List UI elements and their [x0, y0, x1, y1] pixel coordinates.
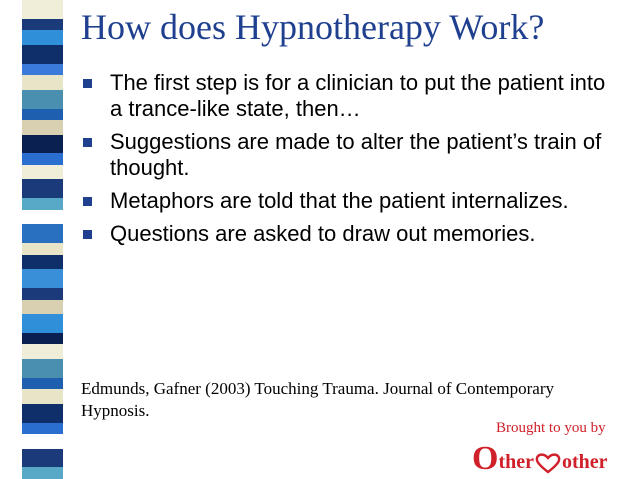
stripe-block — [22, 179, 63, 198]
bullet-list — [81, 70, 621, 254]
bullet-square-icon — [83, 230, 92, 239]
stripe-block — [22, 449, 63, 468]
stripe-block — [22, 90, 63, 109]
logo-prefix: O — [472, 440, 499, 477]
stripe-block — [22, 314, 63, 333]
bullet-text: Metaphors are told that the patient internalizes. — [110, 188, 569, 213]
stripe-block — [22, 19, 63, 31]
bullet-square-icon — [83, 197, 92, 206]
stripe-block — [22, 300, 63, 314]
bullet-text: Questions are asked to draw out memories. — [110, 221, 536, 246]
logo-word-2: other — [562, 451, 608, 473]
stripe-block — [22, 75, 63, 89]
bullet-item — [81, 221, 621, 247]
stripe-block — [22, 30, 63, 44]
stripe-block — [22, 210, 63, 224]
logo-word-1: ther — [498, 451, 534, 473]
stripe-block — [22, 135, 63, 154]
heart-icon — [535, 452, 561, 474]
stripe-block — [22, 333, 63, 345]
stripe-block — [22, 269, 63, 288]
brought-to-you-by: Brought to you by — [496, 420, 606, 436]
stripe-block — [22, 378, 63, 390]
stripe-block — [22, 255, 63, 269]
stripe-block — [22, 467, 63, 479]
bullet-square-icon — [83, 79, 92, 88]
stripe-block — [22, 243, 63, 255]
stripe-block — [22, 165, 63, 179]
bullet-item — [81, 129, 621, 181]
bullet-item — [81, 188, 621, 214]
stripe-block — [22, 389, 63, 403]
stripe-block — [22, 423, 63, 435]
stripe-block — [22, 109, 63, 121]
bullet-square-icon — [83, 138, 92, 147]
stripe-block — [22, 359, 63, 378]
stripe-block — [22, 434, 63, 448]
stripe-block — [22, 153, 63, 165]
stripe-block — [22, 198, 63, 210]
bullet-item — [81, 70, 621, 122]
slide-title: How does Hypnotherapy Work? — [81, 7, 545, 47]
citation: Edmunds, Gafner (2003) Touching Trauma. Journal of Contemporary Hypnosis. — [81, 379, 555, 420]
stripe-block — [22, 224, 63, 243]
bullet-text: Suggestions are made to alter the patient’s train of thought. — [110, 129, 602, 180]
stripe-block — [22, 45, 63, 64]
decorative-stripe — [22, 0, 63, 479]
stripe-block — [22, 404, 63, 423]
stripe-block — [22, 288, 63, 300]
stripe-block — [22, 0, 63, 19]
stripe-block — [22, 120, 63, 134]
bullet-text: The first step is for a clinician to put the patient into a trance-like state, then… — [110, 70, 606, 121]
stripe-block — [22, 64, 63, 76]
other-mother-logo — [472, 442, 632, 476]
stripe-block — [22, 344, 63, 358]
